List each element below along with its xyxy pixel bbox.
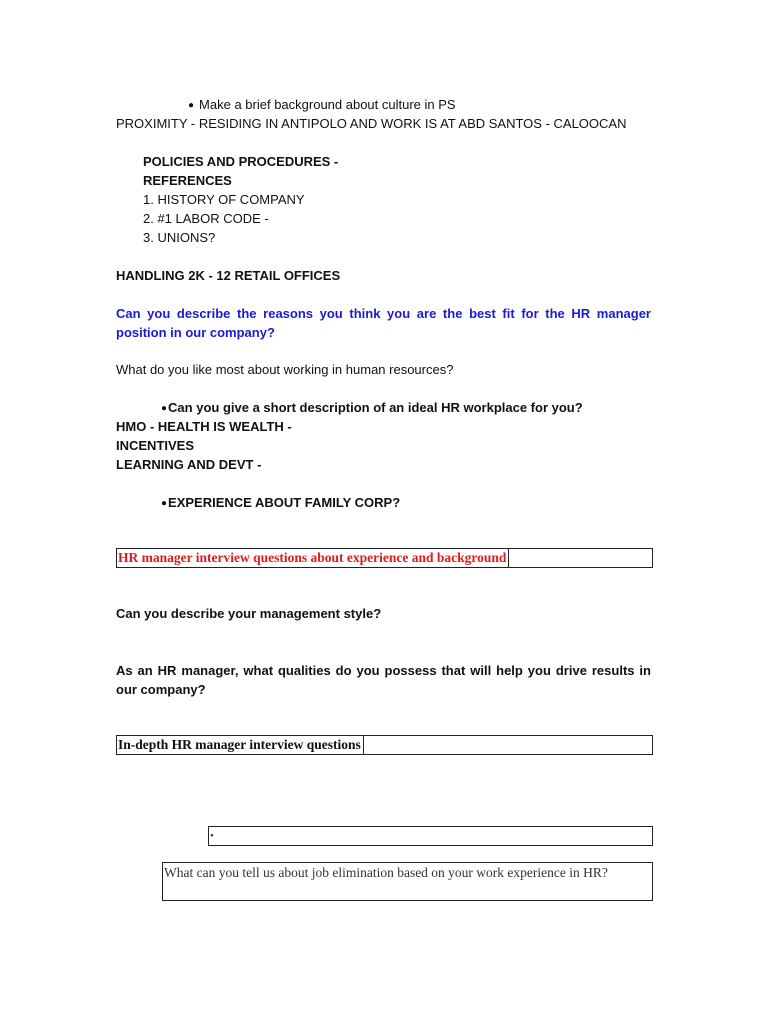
job-elimination-box [162,862,653,901]
indepth-section-heading [117,736,652,754]
ideal-workplace-item [161,398,583,418]
qualities-question: As an HR manager, what qualities do you possess that will help you drive results in our company? [116,663,651,697]
bullet-box-text: • [210,830,214,842]
proximity-note: PROXIMITY - RESIDING IN ANTIPOLO AND WORK IS AT ABD SANTOS - CALOOCAN [116,116,627,131]
experience-section-heading [117,549,652,567]
experience-heading-text: HR manager interview questions about experience and background [118,549,509,567]
indepth-heading-text: In-depth HR manager interview questions [118,736,364,754]
reference-item-2: 2. #1 LABOR CODE - [143,211,269,226]
bullet-icon: ● [188,100,195,111]
experience-section-box [116,548,653,568]
reference-item-3: 3. UNIONS? [143,230,216,245]
culture-bullet-text: Make a brief background about culture in PS [199,97,456,112]
reference-item-1: 1. HISTORY OF COMPANY [143,192,305,207]
ideal-workplace-text: Can you give a short description of an ideal HR workplace for you? [168,400,583,415]
bullet-box [208,826,653,846]
like-most-question: What do you like most about working in human resources? [116,362,454,377]
family-corp-item [161,493,400,513]
policies-note: POLICIES AND PROCEDURES - [143,154,339,169]
bullet-icon: ● [161,498,168,509]
hmo-note: HMO - HEALTH IS WEALTH - [116,419,292,434]
references-heading: REFERENCES [143,173,232,188]
job-elimination-question: What can you tell us about job elimination based on your work experience in HR? [164,865,608,880]
management-style-question: Can you describe your management style? [116,606,382,621]
handling-note: HANDLING 2K - 12 RETAIL OFFICES [116,268,341,283]
culture-bullet-item [188,95,456,115]
indepth-section-box [116,735,653,755]
learning-note: LEARNING AND DEVT - [116,457,262,472]
bullet-icon: ● [161,403,168,414]
best-fit-question: Can you describe the reasons you think you are the best fit for the HR manager position in our company? [116,306,651,340]
family-corp-text: EXPERIENCE ABOUT FAMILY CORP? [168,495,401,510]
incentives-note: INCENTIVES [116,438,195,453]
